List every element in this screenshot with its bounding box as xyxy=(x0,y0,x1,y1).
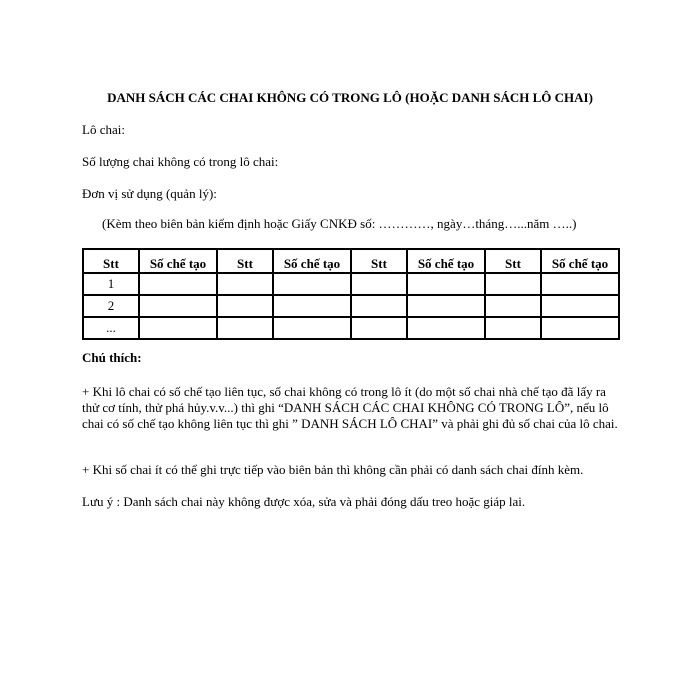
header-so-che-tao: Số chế tạo xyxy=(407,249,485,273)
table-cell xyxy=(541,273,619,295)
header-stt: Stt xyxy=(351,249,407,273)
table-row xyxy=(83,295,619,317)
table-cell xyxy=(541,317,619,339)
table-cell xyxy=(541,295,619,317)
don-vi-label: Đơn vị sử dụng (quản lý): xyxy=(82,186,217,201)
notes-heading: Chú thích: xyxy=(82,350,142,365)
header-so-che-tao: Số chế tạo xyxy=(273,249,351,273)
table-cell xyxy=(485,295,541,317)
table-cell xyxy=(485,317,541,339)
table-cell xyxy=(273,295,351,317)
table-cell: 2 xyxy=(83,295,139,317)
attachment-line: (Kèm theo biên bản kiểm định hoặc Giấy CNKĐ số: …………, ngày…tháng…...năm …..) xyxy=(102,216,577,231)
table-cell xyxy=(217,273,273,295)
table-cell: ... xyxy=(83,317,139,339)
header-so-che-tao: Số chế tạo xyxy=(139,249,217,273)
table-cell xyxy=(351,273,407,295)
note-paragraph-2: + Khi số chai ít có thể ghi trực tiếp vào biên bản thì không cần phải có danh sách chai đính kèm. xyxy=(82,462,584,477)
table-cell xyxy=(139,295,217,317)
table-cell xyxy=(485,273,541,295)
table-cell xyxy=(351,317,407,339)
table-header-row xyxy=(83,249,619,273)
table-cell xyxy=(139,317,217,339)
table-cell xyxy=(217,295,273,317)
note-paragraph-1: + Khi lô chai có số chế tạo liên tục, số chai không có trong lô ít (do một số chai nhà chế tạo đã lấy ra thử cơ tính, thử phá hủy.v.v...) thì ghi “DANH SÁCH CÁC CHAI KHÔNG CÓ TRONG LÔ”, nếu lô chai có số chế tạo không liên tục thì ghi ” DANH SÁCH LÔ CHAI” và phải ghi đủ số chai của lô chai. xyxy=(82,384,618,431)
table-cell xyxy=(407,273,485,295)
table-cell xyxy=(351,295,407,317)
table-cell xyxy=(217,317,273,339)
table-row xyxy=(83,273,619,295)
table-cell xyxy=(407,317,485,339)
bottle-list-table xyxy=(82,248,620,340)
table-cell xyxy=(407,295,485,317)
table-cell xyxy=(273,273,351,295)
lo-chai-label: Lô chai: xyxy=(82,122,125,137)
luu-y-paragraph: Lưu ý : Danh sách chai này không được xóa, sửa và phải đóng dấu treo hoặc giáp lai. xyxy=(82,494,526,509)
table-cell xyxy=(273,317,351,339)
table-cell xyxy=(139,273,217,295)
document-title: DANH SÁCH CÁC CHAI KHÔNG CÓ TRONG LÔ (HOẶC DANH SÁCH LÔ CHAI) xyxy=(107,90,593,105)
header-so-che-tao: Số chế tạo xyxy=(541,249,619,273)
table-row xyxy=(83,317,619,339)
header-stt: Stt xyxy=(217,249,273,273)
so-luong-label: Số lượng chai không có trong lô chai: xyxy=(82,154,279,169)
header-stt: Stt xyxy=(485,249,541,273)
header-stt: Stt xyxy=(83,249,139,273)
table-cell: 1 xyxy=(83,273,139,295)
